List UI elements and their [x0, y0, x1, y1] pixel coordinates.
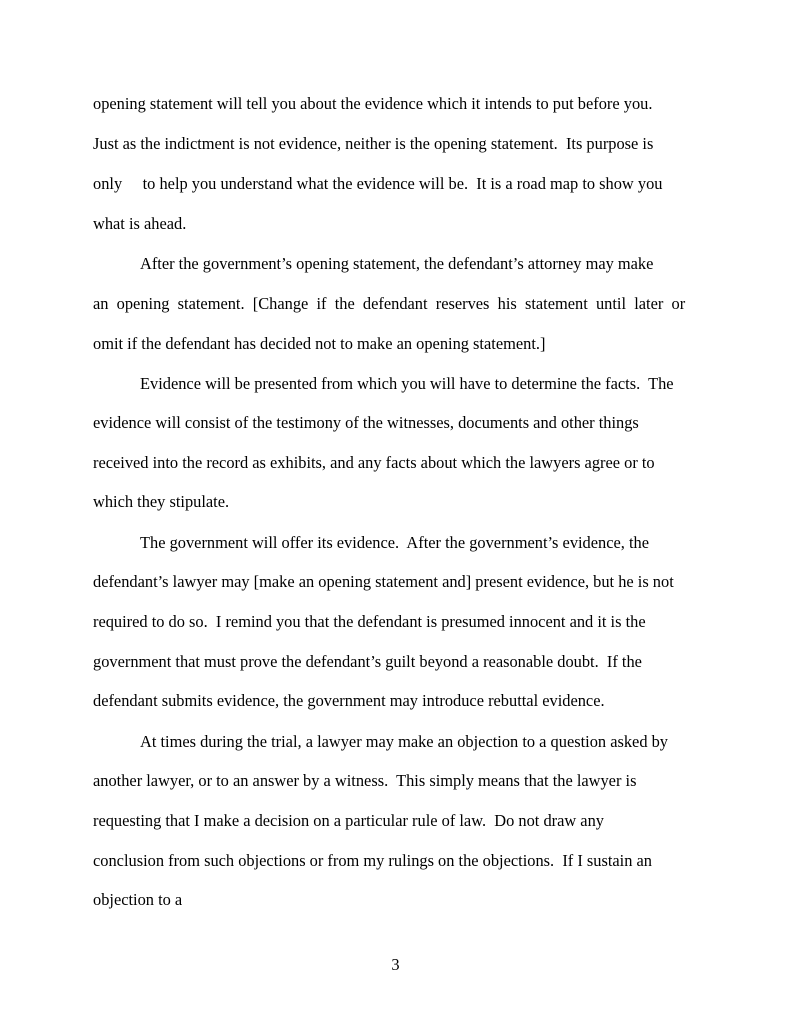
text-line: Evidence will be presented from which you will have to determine the facts. The	[140, 374, 674, 393]
text-line: omit if the defendant has decided not to make an opening statement.]	[93, 334, 546, 353]
text-line: received into the record as exhibits, and any facts about which the lawyers agree or to	[93, 453, 655, 472]
text-line: requesting that I make a decision on a particular rule of law. Do not draw any	[93, 811, 604, 830]
text-line: The government will offer its evidence. After the government’s evidence, the	[140, 533, 649, 552]
text-line: required to do so. I remind you that the defendant is presumed innocent and it is the	[93, 612, 646, 631]
text-line: After the government’s opening statement, the defendant’s attorney may make	[140, 254, 654, 273]
text-line: another lawyer, or to an answer by a witness. This simply means that the lawyer is	[93, 771, 637, 790]
page-number: 3	[391, 955, 400, 974]
text-line: defendant submits evidence, the government may introduce rebuttal evidence.	[93, 691, 605, 710]
text-line: opening statement will tell you about the evidence which it intends to put before you.	[93, 94, 653, 113]
text-line: an opening statement. [Change if the defendant reserves his statement until later or	[93, 294, 686, 313]
text-line: what is ahead.	[93, 214, 187, 233]
text-line: only to help you understand what the evidence will be. It is a road map to show you	[93, 174, 663, 193]
text-line: conclusion from such objections or from my rulings on the objections. If I sustain an	[93, 851, 653, 870]
text-line: evidence will consist of the testimony of the witnesses, documents and other things	[93, 413, 639, 432]
text-line: which they stipulate.	[93, 492, 230, 511]
text-line: At times during the trial, a lawyer may make an objection to a question asked by	[140, 732, 668, 751]
text-line: government that must prove the defendant’s guilt beyond a reasonable doubt. If the	[93, 652, 642, 671]
text-line: Just as the indictment is not evidence, neither is the opening statement. Its purpose is	[93, 134, 654, 153]
text-line: objection to a	[93, 890, 183, 909]
text-line: defendant’s lawyer may [make an opening statement and] present evidence, but he is not	[93, 572, 674, 591]
